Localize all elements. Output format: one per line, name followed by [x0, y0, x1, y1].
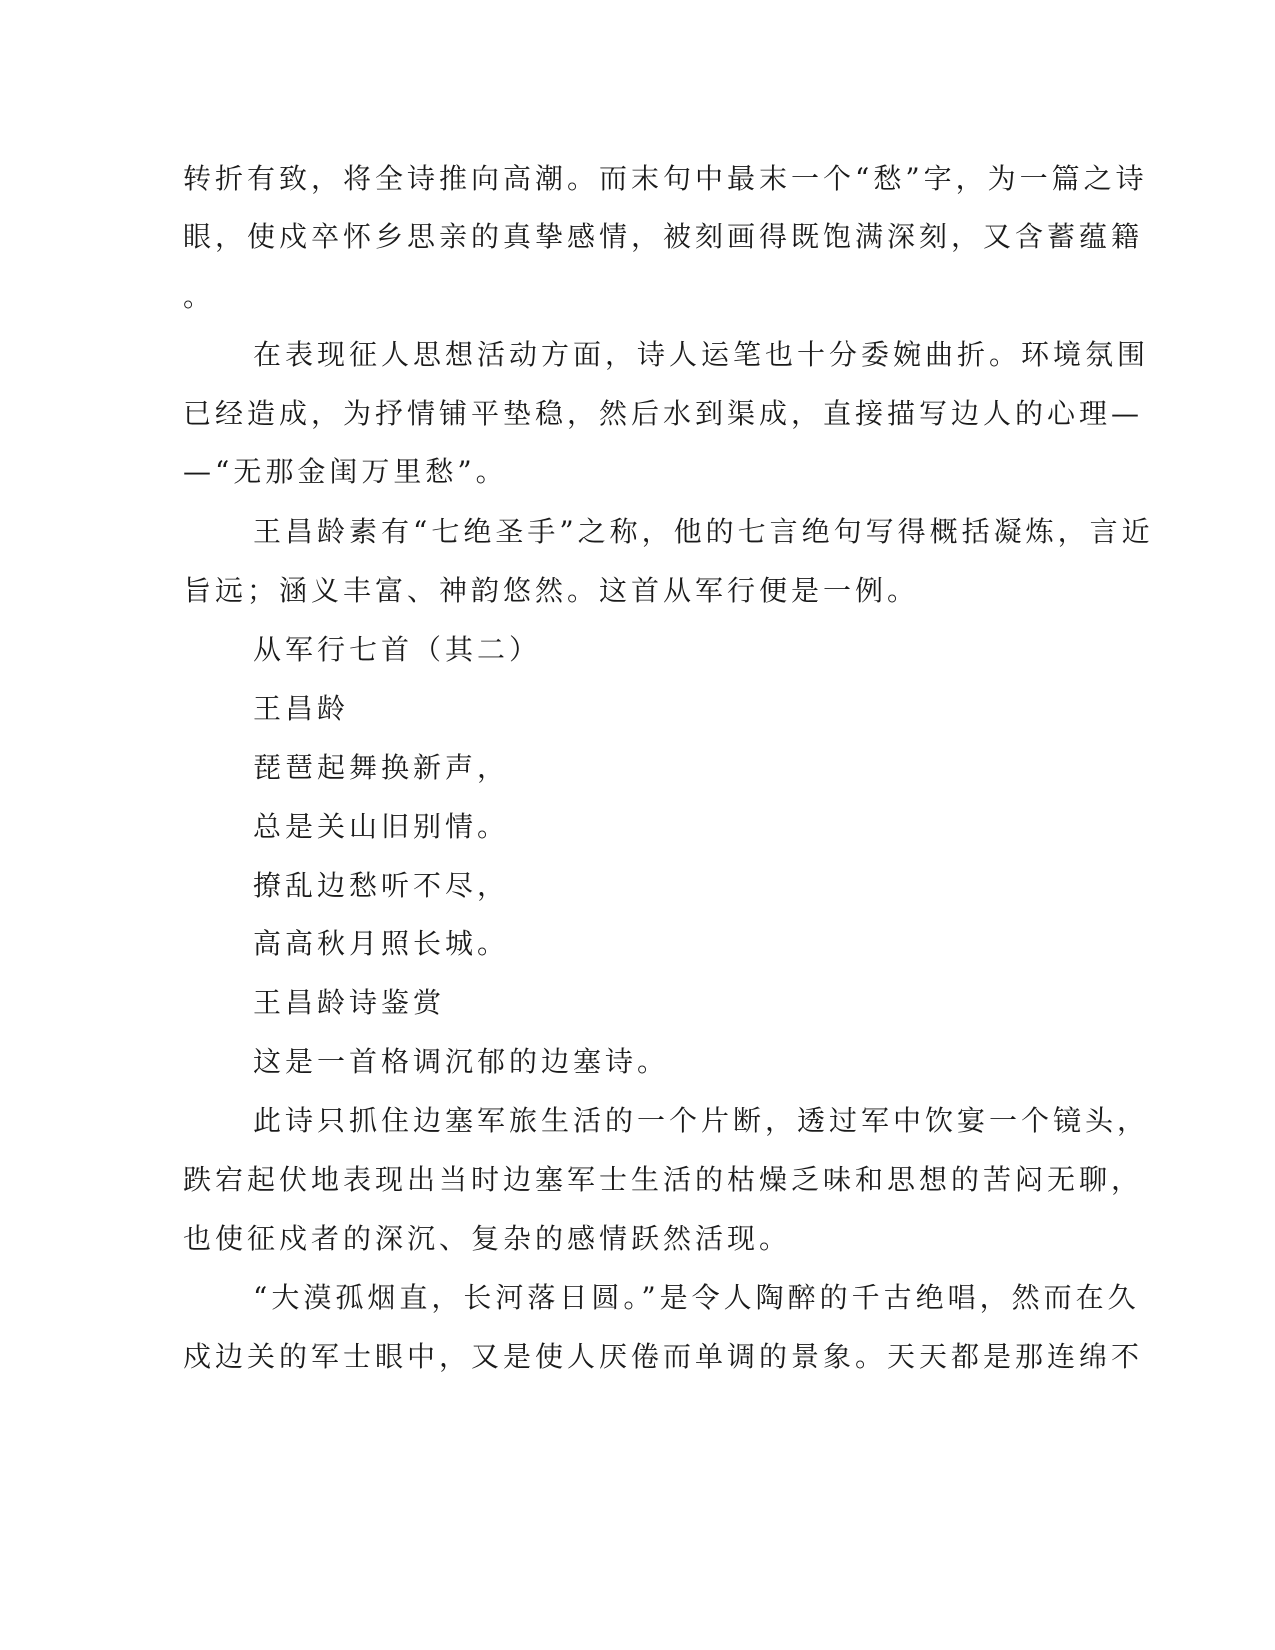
paragraph-2-line-1: 在表现征人思想活动方面，诗人运笔也十分委婉曲折。环境氛围: [253, 338, 1150, 371]
paragraph-2-line-3: —“无那金闺万里愁”。: [183, 455, 508, 488]
poem-title: 从军行七首（其二）: [253, 633, 542, 666]
paragraph-1-line-2: 眼，使戍卒怀乡思亲的真挚感情，被刻画得既饱满深刻，又含蓄蕴籍: [183, 220, 1144, 253]
paragraph-3-line-1: 王昌龄素有“七绝圣手”之称，他的七言绝句写得概括凝炼，言近: [253, 515, 1154, 548]
paragraph-3-line-2: 旨远；涵义丰富、神韵悠然。这首从军行便是一例。: [183, 574, 920, 607]
paragraph-5-line-2: 跌宕起伏地表现出当时边塞军士生活的枯燥乏味和思想的苦闷无聊，: [183, 1163, 1144, 1196]
paragraph-4-line-1: 这是一首格调沉郁的边塞诗。: [253, 1045, 670, 1078]
paragraph-5-line-1: 此诗只抓住边塞军旅生活的一个片断，透过军中饮宴一个镜头，: [253, 1104, 1150, 1137]
poem-verse-4: 高高秋月照长城。: [253, 927, 510, 960]
poem-verse-3: 撩乱边愁听不尽，: [253, 869, 510, 902]
poem-verse-2: 总是关山旧别情。: [253, 810, 510, 843]
paragraph-2-line-2: 已经造成，为抒情铺平垫稳，然后水到渠成，直接描写边人的心理—: [183, 397, 1144, 430]
poem-author: 王昌龄: [253, 692, 350, 725]
paragraph-6-line-2: 戍边关的军士眼中，又是使人厌倦而单调的景象。天天都是那连绵不: [183, 1340, 1144, 1373]
paragraph-1-line-3: 。: [183, 280, 216, 313]
paragraph-1-line-1: 转折有致，将全诗推向高潮。而末句中最末一个“愁”字，为一篇之诗: [183, 162, 1148, 195]
paragraph-6-line-1: “大漠孤烟直，长河落日圆。”是令人陶醉的千古绝唱，然而在久: [253, 1281, 1140, 1314]
poem-verse-1: 琵琶起舞换新声，: [253, 751, 510, 784]
appreciation-heading: 王昌龄诗鉴赏: [253, 986, 446, 1019]
paragraph-5-line-3: 也使征戍者的深沉、复杂的感情跃然活现。: [183, 1222, 792, 1255]
